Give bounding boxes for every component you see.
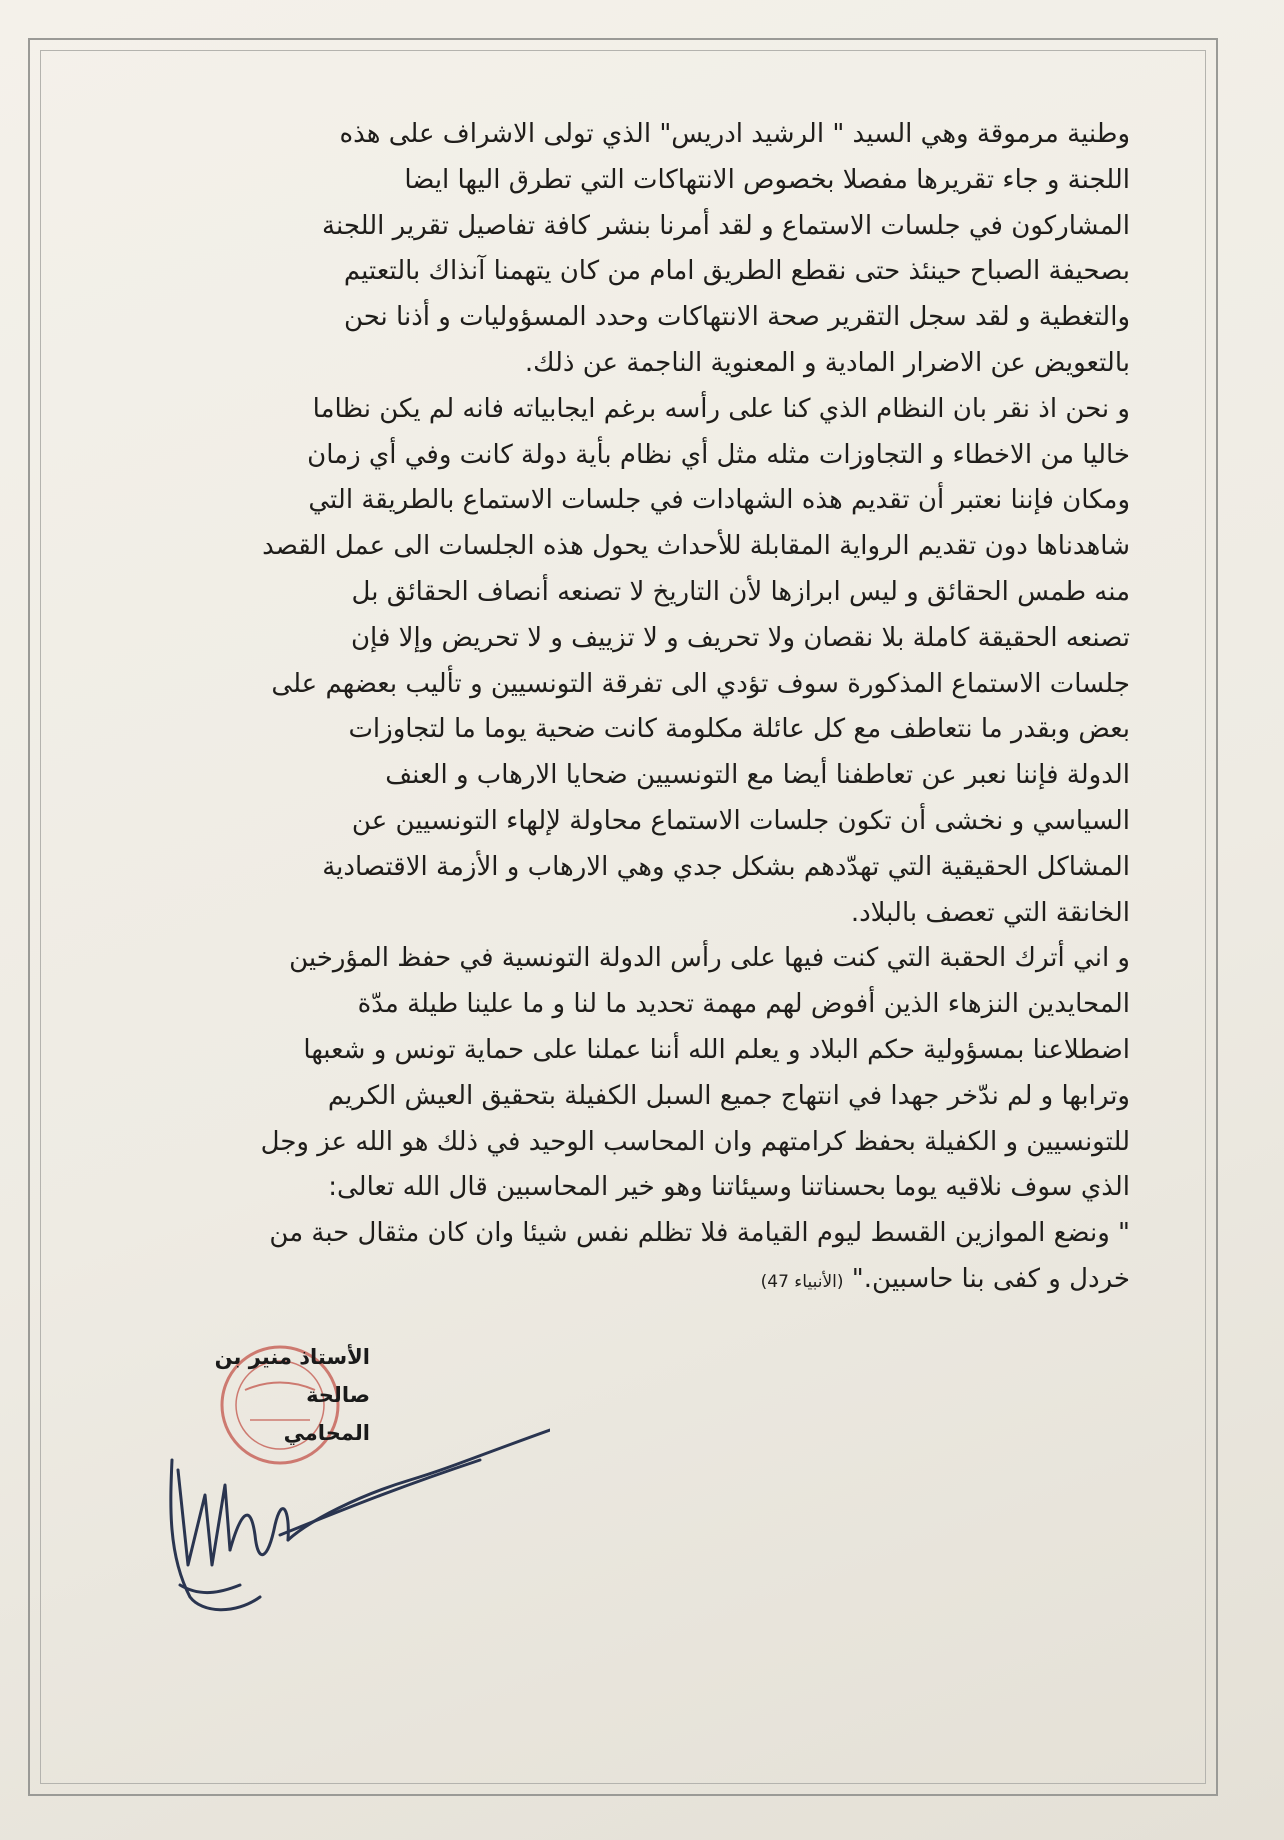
text-line: جلسات الاستماع المذكورة سوف تؤدي الى تفرقة التونسيين و تأليب بعضهم على [271,668,1130,699]
text-line: و نحن اذ نقر بان النظام الذي كنا على رأسه برغم ايجابياته فانه لم يكن نظاما [312,393,1130,424]
signatory-name: الأستاذ منير بن صالحة [214,1345,370,1407]
text-line: الدولة فإننا نعبر عن تعاطفنا أيضا مع التونسيين ضحايا الارهاب و العنف [385,760,1130,791]
text-line: اللجنة و جاء تقريرها مفصلا بخصوص الانتهاكات التي تطرق اليها ايضا [404,164,1130,195]
text-line: بالتعويض عن الاضرار المادية و المعنوية الناجمة عن ذلك. [524,347,1130,378]
text-line: المشاكل الحقيقية التي تهدّدهم بشكل جدي وهي الارهاب و الأزمة الاقتصادية [322,851,1130,882]
text-line: تصنعه الحقيقة كاملة بلا نقصان ولا تحريف و لا تزييف و لا تحريض وإلا فإن [350,622,1130,653]
text-line: السياسي و نخشى أن تكون جلسات الاستماع محاولة لإلهاء التونسيين عن [351,805,1130,836]
text-line: بصحيفة الصباح حينئذ حتى نقطع الطريق امام من كان يتهمنا آنذاك بالتعتيم [343,256,1130,287]
text-line: بعض وبقدر ما نتعاطف مع كل عائلة مكلومة كانت ضحية يوما ما لتجاوزات [348,714,1130,745]
text-line: الخانقة التي تعصف بالبلاد. [850,897,1130,928]
closing-text: خردل و كفى بنا حاسبين." [851,1263,1130,1294]
text-line: خاليا من الاخطاء و التجاوزات مثله مثل أي نظام بأية دولة كانت وفي أي زمان [307,439,1130,470]
text-line: " ونضع الموازين القسط ليوم القيامة فلا تظلم نفس شيئا وان كان مثقال حبة من [269,1218,1130,1249]
text-line: المحايدين النزهاء الذين أفوض لهم مهمة تحديد ما لنا و ما علينا طيلة مدّة [357,989,1130,1020]
text-line: وترابها و لم ندّخر جهدا في انتهاج جميع السبل الكفيلة بتحقيق العيش الكريم [327,1080,1130,1111]
text-line-last [185,1257,1130,1303]
text-line: المشاركون في جلسات الاستماع و لقد أمرنا بنشر كافة تفاصيل تقرير اللجنة [322,210,1130,241]
letter-body [185,112,1130,1303]
text-line: وطنية مرموقة وهي السيد " الرشيد ادريس" الذي تولى الاشراف على هذه [339,119,1130,149]
signature-scribble [171,1430,550,1610]
text-line: شاهدناها دون تقديم الرواية المقابلة للأحداث يحول هذه الجلسات الى عمل القصد [262,531,1130,562]
signatory-title: المحامي [283,1421,370,1445]
text-line: و اني أترك الحقبة التي كنت فيها على رأس الدولة التونسية في حفظ المؤرخين [289,943,1130,974]
signatory [145,1338,370,1452]
text-line: للتونسيين و الكفيلة بحفظ كرامتهم وان المحاسب الوحيد في ذلك هو الله عز وجل [260,1126,1130,1157]
text-line: الذي سوف نلاقيه يوما بحسناتنا وسيئاتنا وهو خير المحاسبين قال الله تعالى: [328,1172,1130,1203]
text-line: والتغطية و لقد سجل التقرير صحة الانتهاكات وحدد المسؤوليات و أذنا نحن [343,302,1130,333]
quran-citation: (الأنبياء 47) [760,1271,844,1292]
text-line: منه طمس الحقائق و ليس ابرازها لأن التاريخ لا تصنعه أنصاف الحقائق بل [351,576,1130,607]
text-line: اضطلاعنا بمسؤولية حكم البلاد و يعلم الله أننا عملنا على حماية تونس و شعبها [303,1034,1130,1065]
text-line: ومكان فإننا نعتبر أن تقديم هذه الشهادات في جلسات الاستماع بالطريقة التي [308,485,1130,516]
